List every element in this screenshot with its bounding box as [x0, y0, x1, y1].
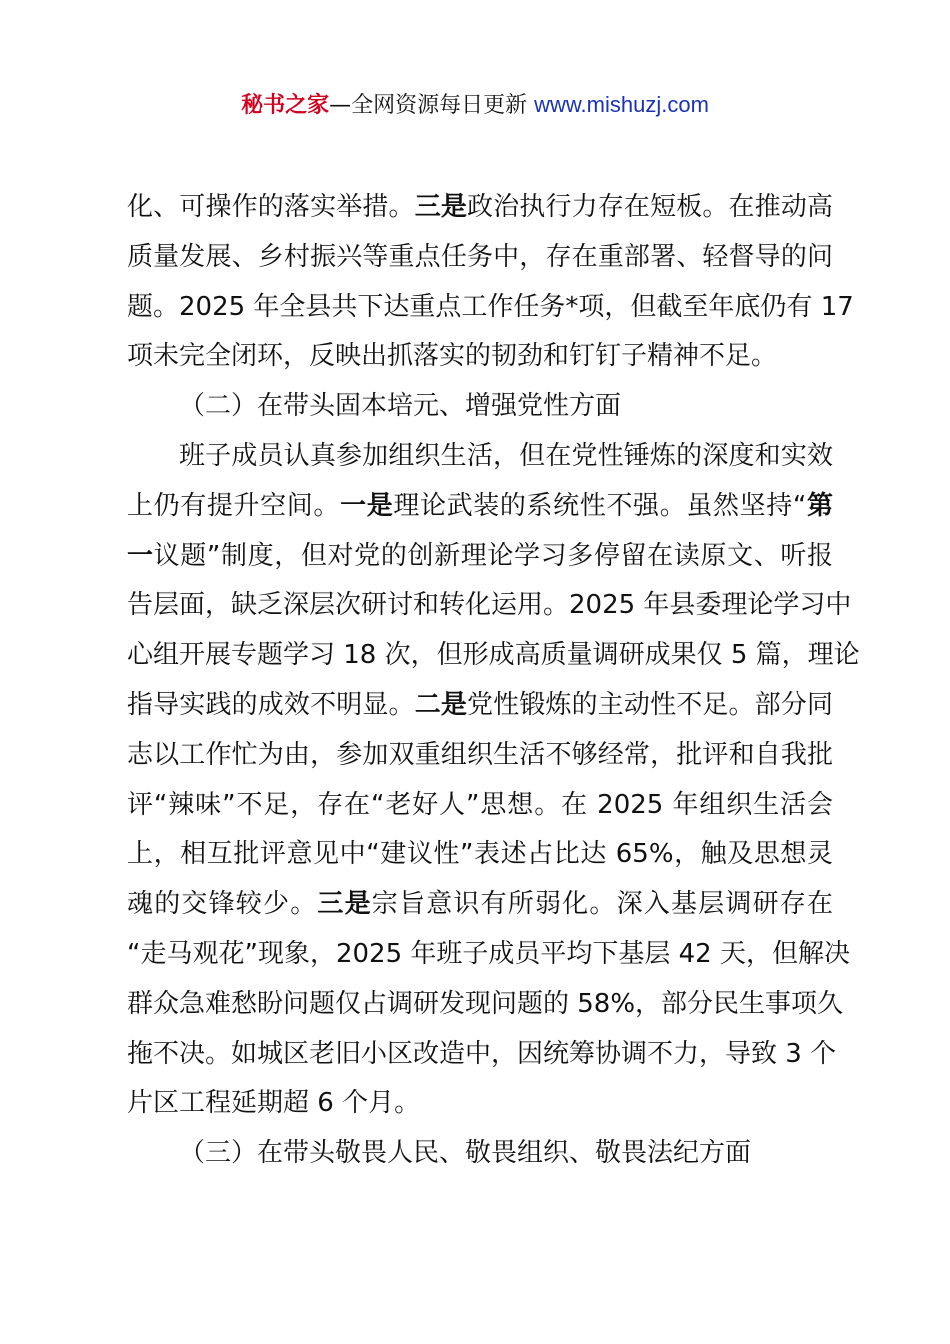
text-line [127, 880, 833, 930]
line-text: “走马观花”现象，2025 年班子成员平均下基层 42 天，但解决 [127, 938, 850, 969]
line-text: 指导实践的成效不明显。 [127, 689, 415, 720]
line-text: 班子成员认真参加组织生活，但在党性锤炼的深度和实效 [179, 440, 833, 471]
section-heading [127, 1129, 833, 1179]
line-text: 群众急难愁盼问题仅占调研发现问题的 58%，部分民生事项久 [127, 988, 844, 1019]
line-text: 化、可操作的落实举措。 [127, 192, 415, 222]
text-line [127, 781, 833, 831]
line-text: 题。2025 年全县共下达重点工作任务*项，但截至年底仍有 17 [127, 291, 854, 322]
line-text: （二）在带头固本培元、增强党性方面 [179, 391, 622, 422]
text-line [127, 482, 833, 532]
emphasis-text: 三是 [317, 889, 372, 920]
emphasis-text: 三是 [414, 192, 467, 222]
line-text: 议题”制度，但对党的创新理论学习多停留在读原文、听报 [153, 540, 833, 571]
section-heading [127, 382, 833, 432]
text-line [127, 681, 833, 731]
text-line [127, 930, 850, 980]
line-text: 魂的交锋较少。 [127, 889, 318, 920]
text-line [127, 432, 833, 482]
line-text: 告层面，缺乏深层次研讨和转化运用。2025 年县委理论学习中 [127, 590, 852, 621]
text-line [127, 731, 833, 781]
line-text: 片区工程延期超 6 个月。 [127, 1088, 421, 1119]
line-text: （三）在带头敬畏人民、敬畏组织、敬畏法纪方面 [179, 1138, 752, 1169]
line-text: 评“辣味”不足，存在“老好人”思想。在 2025 年组织生活会 [127, 789, 833, 820]
line-text: 理论武装的系统性不强。虽然坚持“ [393, 490, 807, 521]
line-text: 上仍有提升空间。 [127, 490, 341, 521]
text-line [127, 1030, 837, 1080]
line-text: 志以工作忙为由，参加双重组织生活不够经常，批评和自我批 [127, 739, 833, 770]
text-line [127, 233, 833, 283]
text-line [127, 631, 860, 681]
site-header [0, 88, 950, 123]
document-body [127, 183, 860, 1179]
line-text: 党性锻炼的主动性不足。部分同 [467, 689, 833, 720]
line-text: 项未完全闭环，反映出抓落实的韧劲和钉钉子精神不足。 [127, 341, 778, 372]
line-text: 拖不决。如城区老旧小区改造中，因统筹协调不力，导致 3 个 [127, 1038, 837, 1069]
site-tagline: —全网资源每日更新 [329, 93, 528, 118]
emphasis-text: 第 [806, 490, 833, 521]
emphasis-text: 一是 [340, 490, 394, 521]
text-line [127, 183, 833, 233]
text-line [127, 283, 854, 333]
text-line [127, 532, 833, 582]
emphasis-text: 一 [127, 540, 154, 571]
line-text: 宗旨意识有所弱化。深入基层调研存在 [371, 889, 833, 920]
line-text: 上，相互批评意见中“建议性”表述占比达 65%，触及思想灵 [127, 839, 833, 870]
text-line [127, 1079, 833, 1129]
emphasis-text: 二是 [414, 689, 467, 720]
site-brand: 秘书之家 [241, 93, 330, 118]
text-line [127, 980, 844, 1030]
site-url-link[interactable]: www.mishuzj.com [534, 92, 709, 117]
text-line [127, 332, 833, 382]
text-line [127, 830, 833, 880]
line-text: 质量发展、乡村振兴等重点任务中，存在重部署、轻督导的问 [127, 241, 833, 272]
line-text: 政治执行力存在短板。在推动高 [467, 192, 833, 222]
line-text: 心组开展专题学习 18 次，但形成高质量调研成果仅 5 篇，理论 [127, 640, 860, 671]
text-line [127, 581, 852, 631]
